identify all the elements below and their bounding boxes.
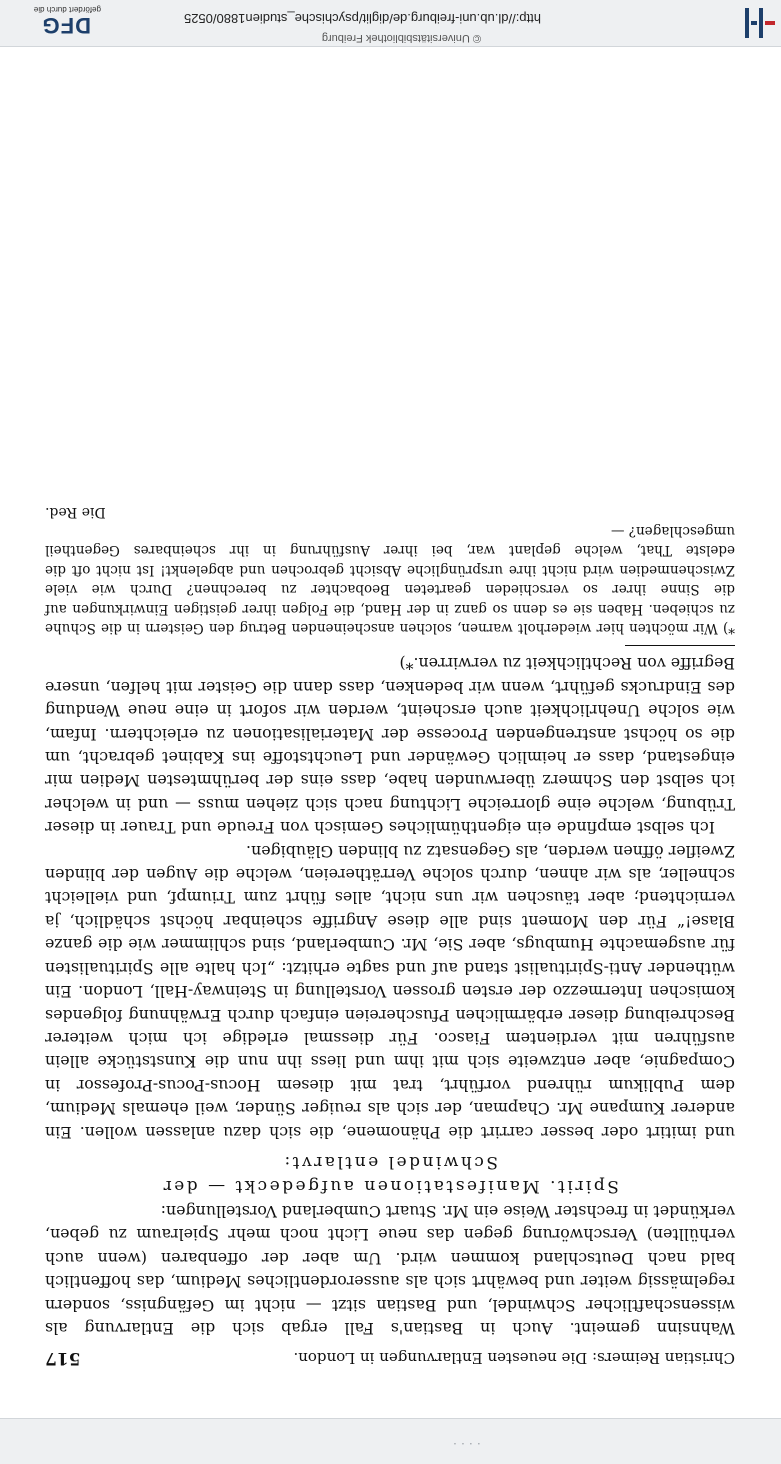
section-heading-line-1: Spirit. Manifestationen aufgedeckt — der [161, 1175, 619, 1196]
dfg-logo [0, 0, 101, 46]
document-page [45, 504, 735, 1368]
viewer-top-bar [0, 0, 781, 47]
paragraph-2: und imitirt oder besser carrirt die Phänomene, die sich dazu anlassen wollen. Ein anderer Kumpane Mr. Chapman, der sich als reuiger Sünder, weil ehemals Medium, dem Publikum rührend vorführt, trat mit diesem Hocus-Pocus-Professor in Compagnie, aber entzweite sich mit ihm und liess ihn nun die Kunststücke allein ausführen mit verdientem Fiasco. Für diessmal erledige ich mich weiterer Beschreibung dieser erbärmlichen Pfuschereien einfach durch Erwähnung folgendes komischen Intermezzo der ersten grossen Vorstellung in Steinway-Hall, London. Ein wüthender Anti-Spiritualist stand auf und sagte erhitzt: „Ich halte alle Spiritualisten für ausgemachte Humbugs, aber Sie, Mr. Cumberland, sind schlimmer wie die ganze Blase!“ Für den Moment sind alle diese Angriffe scheinbar höchst schädlich, ja vernichtend; aber täuschen wir uns nicht, alles führt zum Triumpf, und vielleicht schneller, als wir ahnen, durch solche Verräthereien, welche die Augen der blinden Zweifler öffnen werden, als Gegensatz zu blinden Gläubigen. [45, 841, 735, 1142]
paragraph-3: Ich selbst empfinde ein eigenthümliches Gemisch von Freude und Trauer in dieser Trübung, welche eine glorreiche Lichtung nach sich ziehen muss — und in welcher ich selbst den Schmerz überwunden habe, dass eins der berühmtesten Medien mir eingestand, dass er heimlich Gewänder und Leuchtstoffe ins Kabinet gebracht, um die so höchst anstrengenden Processe der Materialisationen zu erleichtern. Infam, wie solche Unehrlichkeit auch erscheint, werden wir sofort in eine neue Wendung des Eindrucks geführt, wenn wir bedenken, dass dann die Geister mit helfen, unsere Begriffe von Rechtlichkeit zu verwirren.*) [45, 654, 735, 838]
paragraph-1: Wahnsinn gemeint. Auch in Bastian's Fall ergab sich die Entlarvung als wissenschaftlicher Schwindel, und Bastian sitzt — nicht im Gefängniss, sondern regelmässig weiter und bewährt sich als ausserordentliches Medium, das hoffentlich bald nach Deutschland kommen wird. Um aber der offenbaren (wenn auch verhüllten) Verschwörung gegen das neue Licht noch mehr Spielraum zu geben, verkündet in frechster Weise ein Mr. Stuart Cumberland Vorstellungen: [45, 1201, 735, 1338]
dfg-logo-caption: gefördert durch die [33, 5, 101, 14]
editor-signature: Die Red. [45, 504, 106, 521]
running-header: Christian Reimers: Die neuesten Entlarvungen in London. [293, 1349, 735, 1367]
page-number: 517 [45, 1348, 81, 1368]
viewer-bottom-bar [0, 1418, 781, 1464]
dfg-logo-text: DFG [41, 13, 91, 38]
page-header [45, 1348, 735, 1368]
section-heading-line-2: Schwindel entlarvt: [281, 1151, 499, 1172]
bottom-bar-text: · · · · [452, 1437, 481, 1452]
footnote: *) Wir möchten hier wiederholt warnen, solchen anscheinenden Betrug den Geistern in die Schuhe zu schieben. Haben sie es denn so ganz in der Hand, die Folgen ihrer geistigen Einwirkungen auf die Sinne ihrer so verschieden gearteten Beobachter zu berechnen? Durch wie viele Zwischenmedien wird nicht ihre ursprüngliche Absicht gebrochen und abgelenkt! Ist nicht oft die edelste That, welche geplant war, bei ihrer Ausführung in ihr scheinbares Gegentheil umgeschlagen? — [45, 522, 735, 637]
section-heading [45, 1150, 735, 1198]
footnote-rule [625, 645, 735, 646]
source-url[interactable]: http://dl.ub.uni-freiburg.de/diglit/psychische_studien1880/0525 [183, 11, 541, 26]
copyright-notice: © Universitätsbibliothek Freiburg [321, 32, 481, 44]
ub-freiburg-logo-icon [739, 8, 775, 38]
